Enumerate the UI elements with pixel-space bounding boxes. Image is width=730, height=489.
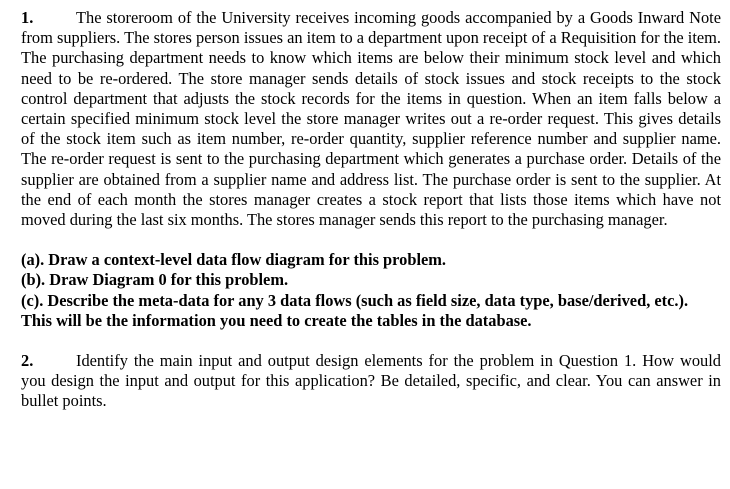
part-a: (a). Draw a context-level data flow diagram for this problem. xyxy=(21,250,447,270)
question-1-parts xyxy=(21,250,721,331)
question-1 xyxy=(21,8,721,230)
part-c: (c). Describe the meta-data for any 3 data flows (such as field size, data type, base/derived, etc.). This will be the information you need to create the tables in the database. xyxy=(21,290,689,330)
document-page xyxy=(21,8,721,412)
question-1-number: 1. xyxy=(21,8,34,27)
question-2-text: Identify the main input and output design elements for the problem in Question 1. How would you design the input and output for this application? Be detailed, specific, and clear. You can answer in bullet points. xyxy=(21,351,721,411)
part-b: (b). Draw Diagram 0 for this problem. xyxy=(21,270,289,290)
question-2-number: 2. xyxy=(21,351,34,371)
question-2 xyxy=(21,351,721,412)
question-1-text: The storeroom of the University receives incoming goods accompanied by a Goods Inward Note from suppliers. The stores person issues an item to a department upon receipt of a Requisition for the item. The purchasing department needs to know which items are below their minimum stock level and which need to be re-ordered. The store manager sends details of stock issues and stock receipts to the stock control department that adjusts the stock records for the items in question. When an item falls below a certain specified minimum stock level the store manager writes out a re-order request. This gives details of the stock item such as item number, re-order quantity, supplier reference number and supplier name. The re-order request is sent to the purchasing department which generates a purchase order. Details of the supplier are obtained from a supplier name and address list. The purchase order is sent to the supplier. At the end of each month the stores manager creates a stock report that lists those items which have not moved during the last six months. The stores manager sends this report to the purchasing manager. xyxy=(21,8,721,230)
